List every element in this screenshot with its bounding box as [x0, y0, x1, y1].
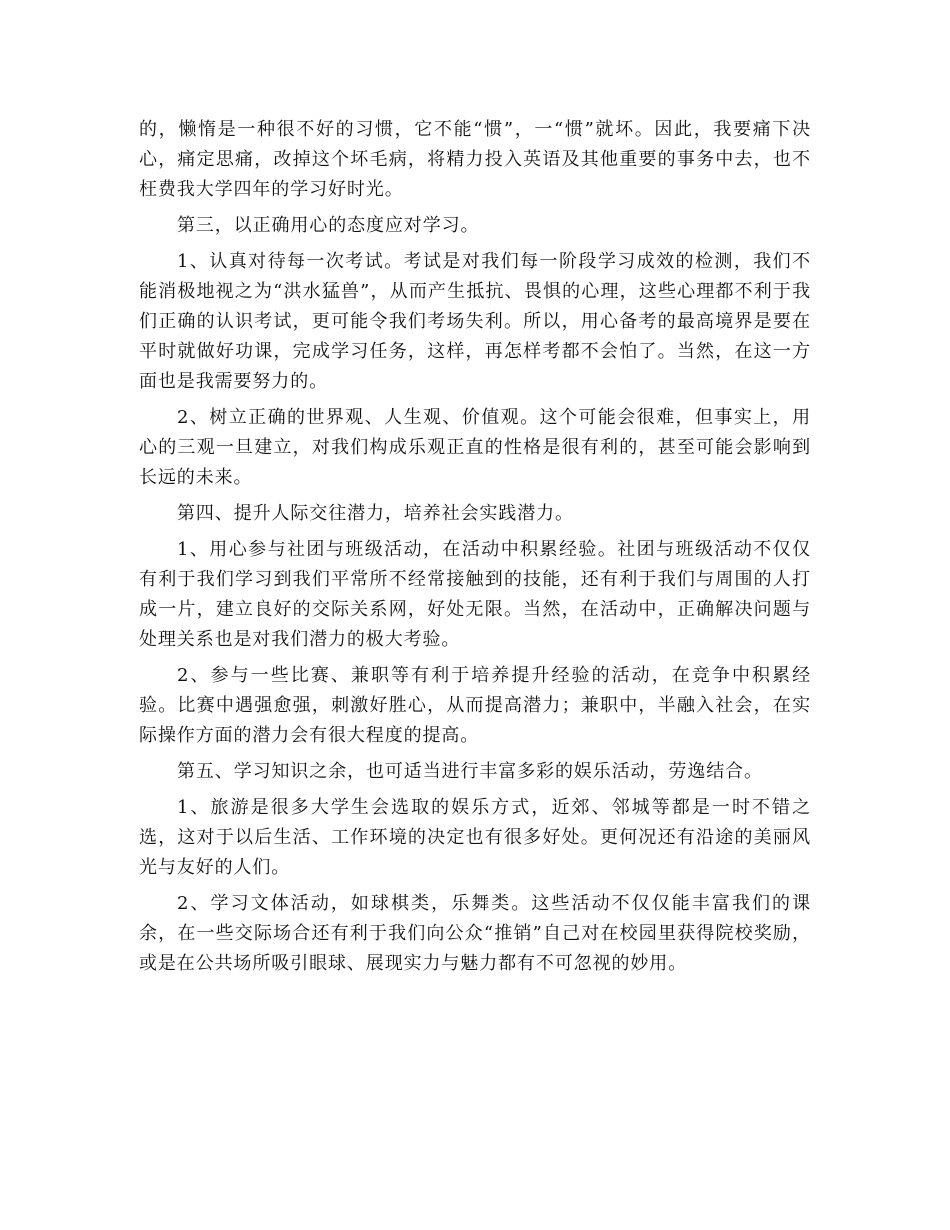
section-heading-third: 第三，以正确用心的态度应对学习。	[177, 215, 480, 236]
section-heading-fourth: 第四、提升人际交往潜力，培养社会实践潜力。	[177, 503, 574, 524]
paragraph-continuation: 的，懒惰是一种很不好的习惯，它不能“惯”，一“惯”就坏。因此，我要痛下决心，痛定思痛，改掉这个坏毛病，将精力投入英语及其他重要的事务中去，也不枉费我大学四年的学习好时光。	[139, 119, 811, 200]
paragraph-travel: 1、旅游是很多大学生会选取的娱乐方式，近郊、邻城等都是一时不错之选，这对于以后生活、工作环境的决定也有很多好处。更何况还有沿途的美丽风光与友好的人们。	[139, 797, 811, 878]
paragraph-competitions: 2、参与一些比赛、兼职等有利于培养提升经验的活动，在竞争中积累经验。比赛中遇强愈强，刺激好胜心，从而提高潜力；兼职中，半融入社会，在实际操作方面的潜力会有很大程度的提高。	[139, 665, 811, 746]
paragraph-arts-sports: 2、学习文体活动，如球棋类，乐舞类。这些活动不仅仅能丰富我们的课余，在一些交际场合还有利于我们向公众“推销”自己对在校园里获得院校奖励，或是在公共场所吸引眼球、展现实力与魅力都有不可忽视的妙用。	[139, 893, 811, 974]
paragraph-exam: 1、认真对待每一次考试。考试是对我们每一阶段学习成效的检测，我们不能消极地视之为“洪水猛兽”，从而产生抵抗、畏惧的心理，这些心理都不利于我们正确的认识考试，更可能令我们考场失利。所以，用心备考的最高境界是要在平时就做好功课，完成学习任务，这样，再怎样考都不会怕了。当然，在这一方面也是我需要努力的。	[139, 251, 811, 392]
paragraph-worldview: 2、树立正确的世界观、人生观、价值观。这个可能会很难，但事实上，用心的三观一旦建立，对我们构成乐观正直的性格是很有利的，甚至可能会影响到长远的未来。	[139, 407, 811, 488]
paragraph-club-activities: 1、用心参与社团与班级活动，在活动中积累经验。社团与班级活动不仅仅有利于我们学习到我们平常所不经常接触到的技能，还有利于我们与周围的人打成一片，建立良好的交际关系网，好处无限。当然，在活动中，正确解决问题与处理关系也是对我们潜力的极大考验。	[139, 539, 811, 650]
document-body	[139, 115, 811, 985]
section-heading-fifth: 第五、学习知识之余，也可适当进行丰富多彩的娱乐活动，劳逸结合。	[177, 761, 763, 782]
